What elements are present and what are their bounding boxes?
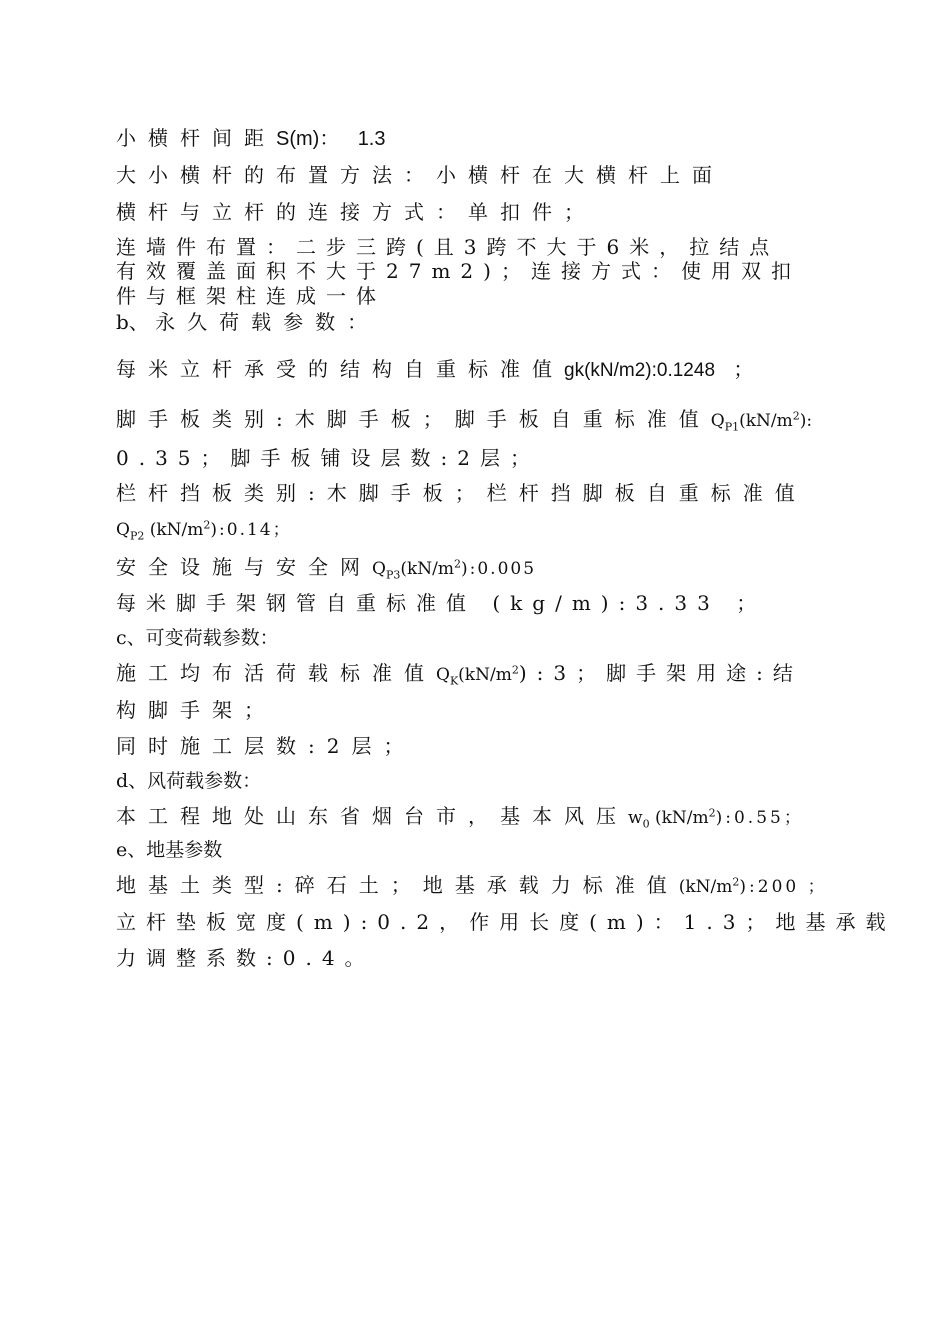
line-small-crossbar-spacing bbox=[116, 126, 386, 151]
section-b-heading bbox=[116, 310, 379, 334]
superscript: 2 bbox=[511, 663, 519, 677]
value: gk(kN/m2):0.1248 bbox=[564, 360, 716, 381]
tail: ):0.14； bbox=[210, 520, 292, 540]
label: 小横杆间距 bbox=[116, 126, 276, 150]
line-pad-width: 立杆垫板宽度(m):0.2，作用长度(m)：1.3；地基承载 bbox=[116, 910, 896, 934]
line-steel-pipe-weight: 每米脚手架钢管自重标准值 (kg/m):3.33 ； bbox=[116, 591, 767, 615]
line-board-type bbox=[116, 407, 812, 433]
tail: ):3；脚手架用途:结 bbox=[518, 661, 803, 685]
unit: (kN/m bbox=[400, 559, 454, 579]
value: 1.3 bbox=[357, 128, 386, 150]
line-concurrent-layers: 同时施工层数:2层； bbox=[116, 734, 416, 758]
unit: (kN/m bbox=[144, 520, 204, 540]
subscript: K bbox=[449, 674, 459, 688]
line-railing-type: 栏杆挡板类别:木脚手板；栏杆挡脚板自重标准值 bbox=[116, 481, 807, 505]
unit: S(m)： bbox=[276, 128, 340, 150]
unit: (kN/m bbox=[678, 877, 733, 897]
symbol: w bbox=[628, 808, 643, 828]
superscript: 2 bbox=[708, 806, 716, 820]
tail: ):200 ； bbox=[739, 877, 828, 897]
line-scaffold-purpose: 构脚手架； bbox=[116, 698, 276, 722]
unit: (kN/m bbox=[649, 808, 709, 828]
line-crossbar-layout: 大小横杆的布置方法：小横杆在大横杆上面 bbox=[116, 163, 724, 187]
symbol: Q bbox=[372, 559, 386, 579]
superscript: 2 bbox=[792, 409, 800, 423]
line-board-layers: 0.35；脚手板铺设层数:2层； bbox=[116, 446, 540, 470]
line-pole-self-weight bbox=[116, 357, 765, 383]
section-d-heading: d、风荷载参数： bbox=[116, 770, 262, 792]
tail: ): bbox=[799, 411, 813, 431]
unit: (kN/m bbox=[458, 665, 512, 685]
line-wind-pressure bbox=[116, 804, 804, 830]
subscript: P2 bbox=[129, 529, 145, 543]
superscript: 2 bbox=[454, 557, 461, 571]
line-wall-tie-layout-3: 件与框架柱连成一体 bbox=[116, 284, 386, 308]
subscript: P1 bbox=[724, 420, 740, 434]
line-railing-weight bbox=[116, 518, 292, 542]
line-wall-tie-layout-2: 有效覆盖面积不大于27m2)；连接方式：使用双扣 bbox=[116, 259, 801, 283]
tail: ):0.55； bbox=[715, 808, 804, 828]
symbol: Q bbox=[710, 411, 725, 431]
line-wall-tie-layout-1: 连墙件布置：二步三跨(且3跨不大于6米，拉结点 bbox=[116, 235, 780, 259]
label: 本工程地处山东省烟台市，基本风压 bbox=[116, 804, 628, 828]
line-adjust-factor: 力调整系数:0.4。 bbox=[116, 946, 375, 970]
section-title: 永久荷载参数： bbox=[155, 310, 380, 334]
superscript: 2 bbox=[732, 875, 740, 889]
unit: (kN/m bbox=[739, 411, 793, 431]
line-connection-method: 横杆与立杆的连接方式：单扣件； bbox=[116, 200, 596, 224]
section-c-heading: c、可变荷载参数： bbox=[116, 627, 279, 649]
section-e-heading: e、地基参数 bbox=[116, 839, 223, 861]
section-prefix: b、 bbox=[116, 310, 149, 334]
label: 每米立杆承受的结构自重标准值 bbox=[116, 357, 564, 381]
tail: ):0.005 bbox=[461, 559, 537, 579]
label: 施工均布活荷载标准值 bbox=[116, 661, 436, 685]
label: 脚手板类别:木脚手板；脚手板自重标准值 bbox=[116, 407, 711, 431]
label: 地基土类型:碎石土；地基承载力标准值 bbox=[116, 873, 679, 897]
end: ； bbox=[733, 357, 766, 381]
subscript: P3 bbox=[385, 568, 401, 582]
line-soil-type bbox=[116, 873, 828, 899]
line-live-load bbox=[116, 661, 803, 687]
line-safety-net bbox=[116, 555, 536, 581]
symbol: Q bbox=[436, 665, 450, 685]
superscript: 2 bbox=[203, 518, 211, 532]
subscript: 0 bbox=[642, 817, 650, 831]
symbol: Q bbox=[116, 520, 130, 540]
label: 安全设施与安全网 bbox=[116, 555, 372, 579]
